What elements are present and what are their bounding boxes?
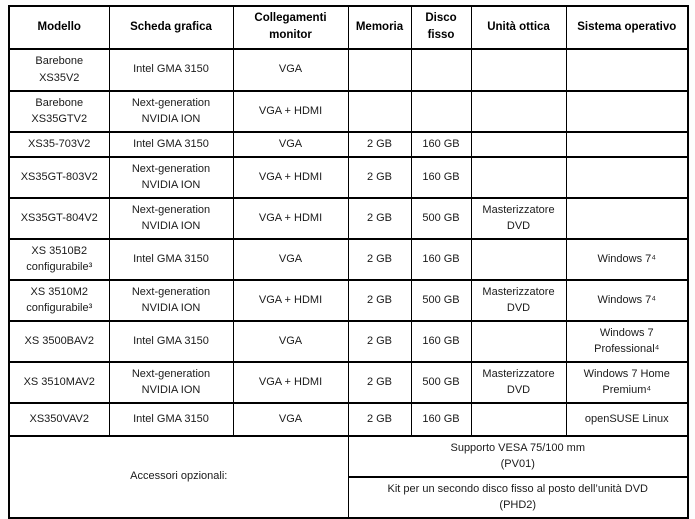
cell-monitor: VGA + HDMI — [233, 198, 348, 239]
cell-disk: 160 GB — [411, 157, 471, 198]
cell-optical — [471, 321, 566, 362]
cell-memory: 2 GB — [348, 157, 411, 198]
accessories-label-cell: Accessori opzionali: — [9, 436, 348, 518]
cell-disk: 160 GB — [411, 321, 471, 362]
cell-memory: 2 GB — [348, 362, 411, 403]
cell-model: XS 3510B2 configurabile³ — [9, 239, 109, 280]
cell-monitor: VGA — [233, 132, 348, 157]
table-row — [9, 362, 688, 403]
header-row — [9, 6, 688, 49]
cell-optical — [471, 49, 566, 91]
table-row — [9, 49, 688, 91]
table-row — [9, 91, 688, 132]
cell-monitor: VGA + HDMI — [233, 91, 348, 132]
accessory-code: (PV01) — [500, 458, 535, 470]
cell-disk: 500 GB — [411, 280, 471, 321]
cell-monitor: VGA + HDMI — [233, 362, 348, 403]
cell-monitor: VGA — [233, 49, 348, 91]
table-row — [9, 239, 688, 280]
table-row — [9, 321, 688, 362]
cell-optical: Masterizzatore DVD — [471, 280, 566, 321]
cell-os — [566, 49, 688, 91]
cell-optical: Masterizzatore DVD — [471, 198, 566, 239]
cell-model: XS35GT-804V2 — [9, 198, 109, 239]
cell-memory: 2 GB — [348, 239, 411, 280]
cell-monitor: VGA — [233, 239, 348, 280]
cell-model: XS350VAV2 — [9, 403, 109, 436]
cell-os — [566, 91, 688, 132]
cell-disk: 500 GB — [411, 198, 471, 239]
cell-model: XS 3510M2 configurabile³ — [9, 280, 109, 321]
cell-os: Windows 7⁴ — [566, 280, 688, 321]
cell-gpu: Next-generation NVIDIA ION — [109, 280, 233, 321]
accessory-name: Supporto VESA 75/100 mm — [450, 441, 586, 454]
cell-model: Barebone XS35GTV2 — [9, 91, 109, 132]
table-row — [9, 157, 688, 198]
column-header-memory: Memoria — [348, 6, 411, 49]
cell-os — [566, 157, 688, 198]
cell-os — [566, 198, 688, 239]
column-header-monitor: Collegamenti monitor — [233, 6, 348, 49]
cell-gpu: Next-generation NVIDIA ION — [109, 91, 233, 132]
cell-disk — [411, 91, 471, 132]
cell-model: XS35-703V2 — [9, 132, 109, 157]
cell-optical: Masterizzatore DVD — [471, 362, 566, 403]
cell-memory — [348, 91, 411, 132]
cell-model: XS 3510MAV2 — [9, 362, 109, 403]
cell-gpu: Intel GMA 3150 — [109, 132, 233, 157]
cell-optical — [471, 91, 566, 132]
cell-monitor: VGA + HDMI — [233, 157, 348, 198]
column-header-os: Sistema operativo — [566, 6, 688, 49]
cell-monitor: VGA + HDMI — [233, 280, 348, 321]
cell-memory: 2 GB — [348, 403, 411, 436]
column-header-gpu: Scheda grafica — [109, 6, 233, 49]
cell-gpu: Next-generation NVIDIA ION — [109, 198, 233, 239]
accessory-cell-vesa — [348, 436, 688, 477]
product-spec-table — [8, 5, 689, 519]
cell-disk: 160 GB — [411, 132, 471, 157]
cell-gpu: Intel GMA 3150 — [109, 49, 233, 91]
cell-memory — [348, 49, 411, 91]
cell-gpu: Intel GMA 3150 — [109, 321, 233, 362]
cell-monitor: VGA — [233, 403, 348, 436]
cell-monitor: VGA — [233, 321, 348, 362]
cell-model: XS 3500BAV2 — [9, 321, 109, 362]
cell-os: Windows 7 Professional⁴ — [566, 321, 688, 362]
cell-os: openSUSE Linux — [566, 403, 688, 436]
cell-model: Barebone XS35V2 — [9, 49, 109, 91]
cell-disk: 500 GB — [411, 362, 471, 403]
cell-optical — [471, 403, 566, 436]
table-row — [9, 280, 688, 321]
cell-gpu: Next-generation NVIDIA ION — [109, 362, 233, 403]
cell-disk — [411, 49, 471, 91]
cell-os: Windows 7 Home Premium⁴ — [566, 362, 688, 403]
footer-row — [9, 436, 688, 477]
table-row — [9, 198, 688, 239]
cell-optical — [471, 157, 566, 198]
cell-optical — [471, 239, 566, 280]
cell-memory: 2 GB — [348, 132, 411, 157]
accessory-code: (PHD2) — [499, 499, 537, 511]
column-header-optical: Unità ottica — [471, 6, 566, 49]
cell-optical — [471, 132, 566, 157]
column-header-disk: Disco fisso — [411, 6, 471, 49]
accessory-cell-hdd-kit — [348, 477, 688, 518]
cell-gpu: Intel GMA 3150 — [109, 403, 233, 436]
table-row — [9, 403, 688, 436]
column-header-model: Modello — [9, 6, 109, 49]
cell-disk: 160 GB — [411, 239, 471, 280]
table-row — [9, 132, 688, 157]
cell-memory: 2 GB — [348, 198, 411, 239]
cell-memory: 2 GB — [348, 280, 411, 321]
cell-model: XS35GT-803V2 — [9, 157, 109, 198]
cell-os — [566, 132, 688, 157]
cell-memory: 2 GB — [348, 321, 411, 362]
cell-gpu: Next-generation NVIDIA ION — [109, 157, 233, 198]
cell-os: Windows 7⁴ — [566, 239, 688, 280]
cell-disk: 160 GB — [411, 403, 471, 436]
cell-gpu: Intel GMA 3150 — [109, 239, 233, 280]
accessory-name: Kit per un secondo disco fisso al posto dell’unità DVD — [387, 482, 648, 495]
